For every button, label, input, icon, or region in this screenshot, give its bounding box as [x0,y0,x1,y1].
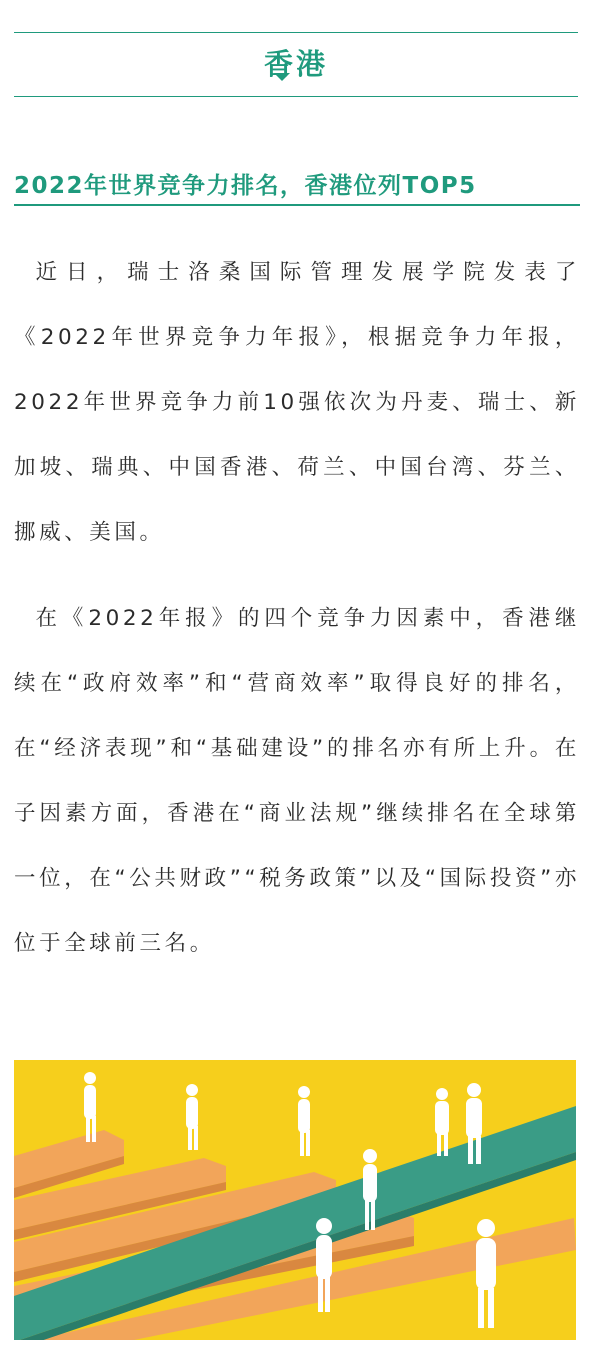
top-rule [14,32,578,33]
down-triangle-icon [274,73,290,81]
section-title: 香港 [263,47,328,81]
paragraph-2: 在《2022年报》的四个竞争力因素中，香港继续在“政府效率”和“营商效率”取得良好的排名，在“经济表现”和“基础建设”的排名亦有所上升。在子因素方面，香港在“商业法规”继续排名在全球第一位，在“公共财政”“税务政策”以及“国际投资”亦位于全球前三名。 [14,606,580,956]
paragraph-1: 近日，瑞士洛桑国际管理发展学院发表了《2022年世界竞争力年报》，根据竞争力年报，2022年世界竞争力前10强依次为丹麦、瑞士、新加坡、瑞典、中国香港、荷兰、中国台湾、芬兰、挪威、美国。 [14,260,580,545]
illustration-image [14,1060,576,1340]
article-headline[interactable]: 2022年世界竞争力排名，香港位列TOP5 [14,168,580,206]
bottom-rule [14,96,578,97]
competition-steps-illustration [14,1060,576,1340]
section-header [14,32,578,98]
